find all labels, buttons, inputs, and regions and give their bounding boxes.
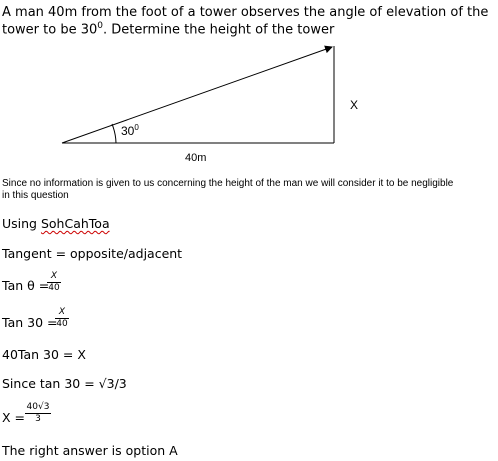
x-equals-prefix: X = xyxy=(2,410,26,425)
question-line-2-prefix: tower to be 30 xyxy=(2,22,98,38)
triangle-diagram xyxy=(0,0,498,170)
angle-arc xyxy=(112,124,116,143)
tan30-fraction xyxy=(55,307,69,330)
angle-label: $30^0$ xyxy=(121,123,139,138)
question-line-1: A man 40m from the foot of a tower observes the angle of elevation of the xyxy=(2,5,489,20)
note-line-1: Since no information is given to us concerning the height of the man we will consider it to be negligible xyxy=(2,178,454,189)
tan-theta-numerator: X xyxy=(50,271,58,281)
answer-line: The right answer is option A xyxy=(2,443,178,458)
tan-theta-fraction xyxy=(47,271,61,294)
question-degree-sup: 0 xyxy=(97,21,103,31)
forty-tan-line: 40Tan 30 = X xyxy=(2,347,86,362)
using-text: Using xyxy=(2,216,41,231)
note-line-2: in this question xyxy=(2,190,69,201)
base-label: 40m xyxy=(185,152,207,164)
since-tan-line: Since tan 30 = √3/3 xyxy=(2,376,127,391)
tan-theta-denominator: 40 xyxy=(48,283,60,293)
tan30-denominator: 40 xyxy=(56,319,68,329)
triangle-hypotenuse xyxy=(62,47,332,143)
question-line-2-suffix: . Determine the height of the tower xyxy=(103,22,335,38)
x-numerator: 40√3 xyxy=(26,402,50,412)
x-fraction xyxy=(25,402,51,425)
x-denominator: 3 xyxy=(35,414,41,424)
tan30-numerator: X xyxy=(58,307,66,317)
sohcahtoa-text: SohCahToa xyxy=(40,216,110,231)
using-line xyxy=(2,216,110,231)
tan-theta-prefix: Tan θ = xyxy=(2,278,50,293)
height-label: X xyxy=(350,98,359,112)
tan30-prefix: Tan 30 = xyxy=(2,315,58,330)
tangent-definition: Tangent = opposite/adjacent xyxy=(2,246,183,261)
